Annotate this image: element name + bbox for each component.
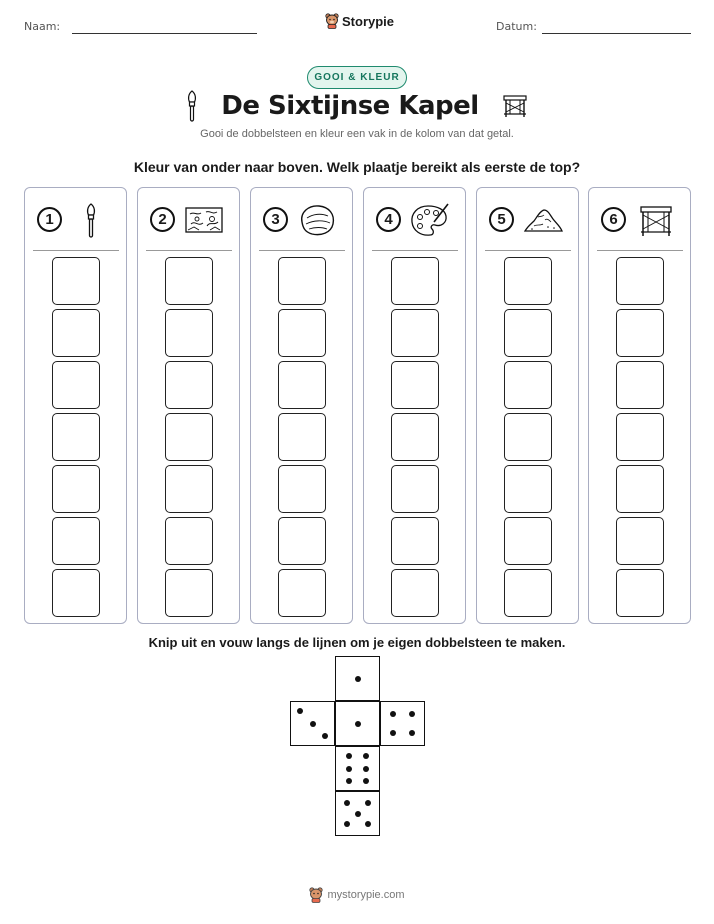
die-pip <box>297 708 303 714</box>
die-pip <box>355 811 361 817</box>
column-2 <box>137 187 240 624</box>
palette-icon <box>408 200 452 240</box>
paintbrush-icon <box>185 90 199 122</box>
die-face <box>335 791 380 836</box>
color-columns <box>24 187 690 624</box>
color-box[interactable] <box>616 309 664 357</box>
die-pip <box>344 800 350 806</box>
column-header <box>364 188 465 250</box>
name-line <box>72 33 257 34</box>
die-net <box>290 656 425 836</box>
column-3 <box>250 187 353 624</box>
color-box[interactable] <box>616 361 664 409</box>
die-pip <box>363 778 369 784</box>
color-box[interactable] <box>391 569 439 617</box>
paintbrush-icon <box>69 200 113 240</box>
instruction: Kleur van onder naar boven. Welk plaatje bereikt als eerste de top? <box>133 159 581 175</box>
die-pip <box>363 753 369 759</box>
plaster-pile-icon <box>521 200 565 240</box>
color-box[interactable] <box>391 257 439 305</box>
die-pip <box>409 711 415 717</box>
color-box[interactable] <box>278 569 326 617</box>
die-face <box>335 656 380 701</box>
column-header <box>138 188 239 250</box>
mascot-icon <box>309 887 323 903</box>
title-row <box>0 90 714 122</box>
color-box[interactable] <box>52 517 100 565</box>
color-box[interactable] <box>165 257 213 305</box>
color-box[interactable] <box>165 569 213 617</box>
color-box[interactable] <box>616 465 664 513</box>
color-box[interactable] <box>391 413 439 461</box>
die-pip <box>344 821 350 827</box>
column-divider <box>485 250 571 251</box>
column-5 <box>476 187 579 624</box>
die-pip <box>390 730 396 736</box>
color-box[interactable] <box>278 309 326 357</box>
date-line <box>542 33 691 34</box>
die-pip <box>409 730 415 736</box>
column-divider <box>372 250 458 251</box>
color-box[interactable] <box>504 569 552 617</box>
date-label: Datum: <box>496 20 537 33</box>
brand-logo <box>325 13 394 29</box>
color-box[interactable] <box>616 413 664 461</box>
die-pip <box>346 766 352 772</box>
color-box[interactable] <box>616 257 664 305</box>
color-box[interactable] <box>52 309 100 357</box>
page-title: De Sixtijnse Kapel <box>221 91 479 121</box>
color-box[interactable] <box>278 361 326 409</box>
column-header <box>477 188 578 250</box>
color-box[interactable] <box>52 569 100 617</box>
footer-url: mystorypie.com <box>327 889 405 901</box>
color-box[interactable] <box>52 257 100 305</box>
color-box[interactable] <box>165 309 213 357</box>
die-face <box>290 701 335 746</box>
die-pip <box>346 778 352 784</box>
cut-instruction: Knip uit en vouw langs de lijnen om je eigen dobbelsteen te maken. <box>148 635 566 650</box>
color-box[interactable] <box>616 569 664 617</box>
column-number: 1 <box>37 207 62 232</box>
die-pip <box>365 800 371 806</box>
stone-icon <box>295 200 339 240</box>
color-box[interactable] <box>278 257 326 305</box>
column-1 <box>24 187 127 624</box>
die-pip <box>355 721 361 727</box>
die-pip <box>346 753 352 759</box>
color-box[interactable] <box>391 517 439 565</box>
column-4 <box>363 187 466 624</box>
color-box[interactable] <box>165 517 213 565</box>
column-number: 6 <box>601 207 626 232</box>
color-box[interactable] <box>52 361 100 409</box>
column-header <box>25 188 126 250</box>
color-box[interactable] <box>278 517 326 565</box>
scaffold-icon <box>633 200 677 240</box>
die-pip <box>310 721 316 727</box>
mascot-icon <box>325 13 339 29</box>
column-divider <box>597 250 683 251</box>
column-number: 3 <box>263 207 288 232</box>
column-header <box>251 188 352 250</box>
color-box[interactable] <box>391 361 439 409</box>
color-box[interactable] <box>504 257 552 305</box>
color-box[interactable] <box>504 361 552 409</box>
fresco-map-icon <box>182 200 226 240</box>
brand-name: Storypie <box>342 13 395 29</box>
color-box[interactable] <box>504 309 552 357</box>
column-divider <box>33 250 119 251</box>
die-pip <box>322 733 328 739</box>
die-pip <box>365 821 371 827</box>
activity-badge: GOOI & KLEUR <box>307 66 407 89</box>
die-pip <box>363 766 369 772</box>
footer <box>0 887 714 903</box>
color-box[interactable] <box>504 465 552 513</box>
column-number: 4 <box>376 207 401 232</box>
column-6 <box>588 187 691 624</box>
name-label: Naam: <box>24 20 61 33</box>
die-face <box>335 701 380 746</box>
color-box[interactable] <box>616 517 664 565</box>
column-header <box>589 188 690 250</box>
color-box[interactable] <box>278 465 326 513</box>
color-box[interactable] <box>504 517 552 565</box>
die-face <box>380 701 425 746</box>
color-box[interactable] <box>165 413 213 461</box>
color-box[interactable] <box>52 465 100 513</box>
column-divider <box>259 250 345 251</box>
color-box[interactable] <box>391 309 439 357</box>
color-box[interactable] <box>391 465 439 513</box>
scaffold-icon <box>501 93 529 119</box>
die-pip <box>355 676 361 682</box>
column-number: 5 <box>489 207 514 232</box>
die-face <box>335 746 380 791</box>
subtitle: Gooi de dobbelsteen en kleur een vak in de kolom van dat getal. <box>200 128 514 140</box>
color-box[interactable] <box>504 413 552 461</box>
column-divider <box>146 250 232 251</box>
color-box[interactable] <box>165 361 213 409</box>
color-box[interactable] <box>278 413 326 461</box>
die-pip <box>390 711 396 717</box>
color-box[interactable] <box>52 413 100 461</box>
column-number: 2 <box>150 207 175 232</box>
color-box[interactable] <box>165 465 213 513</box>
